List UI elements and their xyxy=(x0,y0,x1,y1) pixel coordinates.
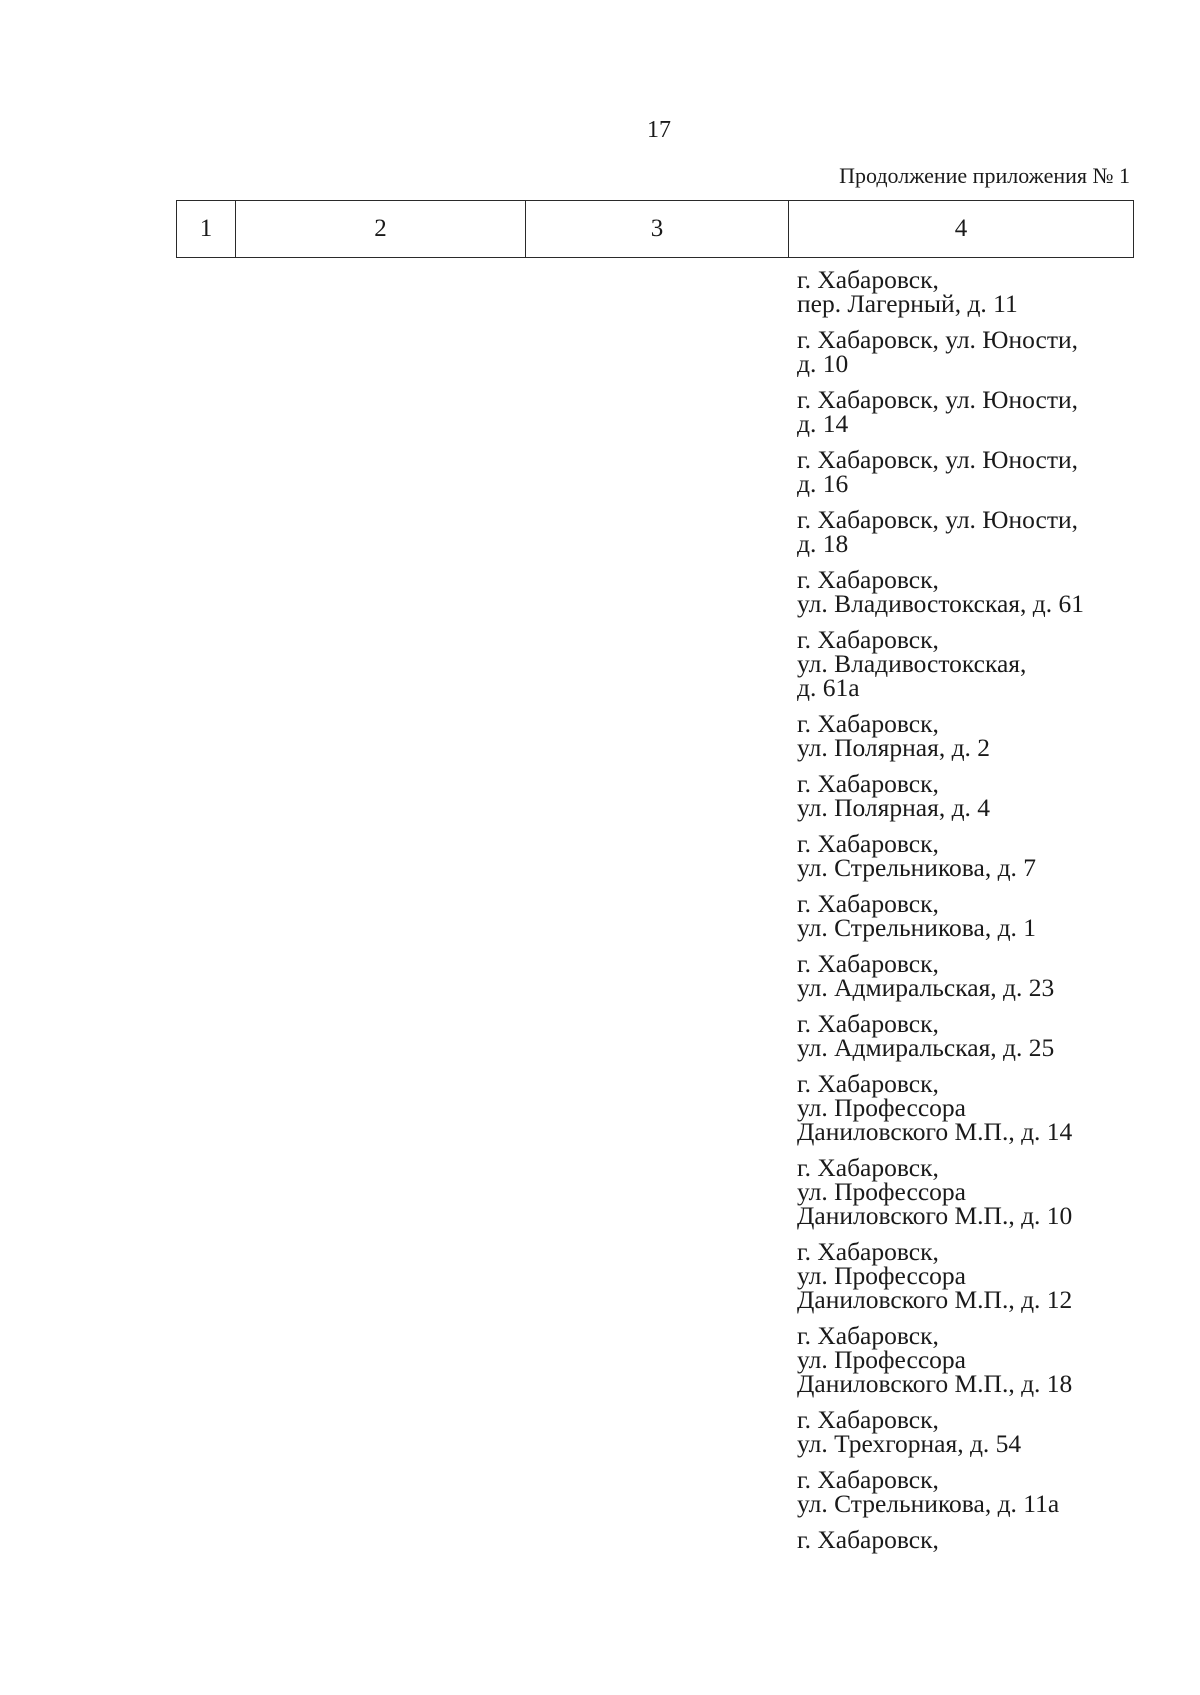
address-item xyxy=(797,565,1142,618)
address-line: д. 16 xyxy=(797,469,849,498)
address-line: д. 10 xyxy=(797,349,849,378)
page-number-text: 17 xyxy=(647,117,671,143)
address-item xyxy=(797,265,1142,318)
address-line: г. Хабаровск, xyxy=(797,565,939,594)
address-item xyxy=(797,1009,1142,1062)
address-line: Даниловского М.П., д. 14 xyxy=(797,1117,1073,1146)
table-header xyxy=(176,200,1134,258)
address-line: г. Хабаровск, xyxy=(797,1321,939,1350)
column-header-3: 3 xyxy=(526,201,789,258)
address-line: г. Хабаровск, ул. Юности, xyxy=(797,325,1079,354)
address-line: ул. Профессора xyxy=(797,1177,966,1206)
address-line: д. 18 xyxy=(797,529,849,558)
address-line: ул. Стрельникова, д. 11а xyxy=(797,1489,1060,1518)
column-header-2: 2 xyxy=(236,201,526,258)
address-line: г. Хабаровск, ул. Юности, xyxy=(797,445,1079,474)
address-line: ул. Адмиральская, д. 25 xyxy=(797,1033,1055,1062)
column-header-4: 4 xyxy=(789,201,1134,258)
address-item xyxy=(797,1405,1142,1458)
address-line: г. Хабаровск, xyxy=(797,625,939,654)
address-item xyxy=(797,1153,1142,1230)
address-line: ул. Адмиральская, д. 23 xyxy=(797,973,1055,1002)
address-list xyxy=(797,265,1142,1564)
address-item xyxy=(797,385,1142,438)
address-line: ул. Профессора xyxy=(797,1261,966,1290)
address-item xyxy=(797,829,1142,882)
address-item xyxy=(797,709,1142,762)
address-line: г. Хабаровск, ул. Юности, xyxy=(797,385,1079,414)
address-item xyxy=(797,1465,1142,1518)
address-item xyxy=(797,505,1142,558)
address-item xyxy=(797,889,1142,942)
address-line: ул. Владивостокская, д. 61 xyxy=(797,589,1084,618)
address-line: ул. Полярная, д. 2 xyxy=(797,733,991,762)
address-line: ул. Профессора xyxy=(797,1345,966,1374)
address-line: г. Хабаровск, xyxy=(797,709,939,738)
address-line: г. Хабаровск, xyxy=(797,1465,939,1494)
address-item xyxy=(797,625,1142,702)
address-item xyxy=(797,1525,1142,1554)
continuation-label: Продолжение приложения № 1 xyxy=(839,163,1130,188)
address-line: г. Хабаровск, xyxy=(797,1009,939,1038)
address-line: ул. Стрельникова, д. 7 xyxy=(797,853,1037,882)
address-line: г. Хабаровск, xyxy=(797,265,939,294)
address-line: г. Хабаровск, xyxy=(797,1153,939,1182)
column-header-1: 1 xyxy=(177,201,236,258)
address-line: ул. Полярная, д. 4 xyxy=(797,793,991,822)
address-line: г. Хабаровск, xyxy=(797,769,939,798)
address-line: д. 61а xyxy=(797,673,860,702)
address-line: ул. Стрельникова, д. 1 xyxy=(797,913,1037,942)
address-item xyxy=(797,1069,1142,1146)
address-item xyxy=(797,1321,1142,1398)
address-line: Даниловского М.П., д. 18 xyxy=(797,1369,1073,1398)
address-line: ул. Трехгорная, д. 54 xyxy=(797,1429,1022,1458)
address-item xyxy=(797,949,1142,1002)
table-header-row xyxy=(177,201,1134,258)
address-item xyxy=(797,769,1142,822)
address-line: г. Хабаровск, xyxy=(797,1069,939,1098)
address-line: г. Хабаровск, xyxy=(797,1237,939,1266)
address-item xyxy=(797,325,1142,378)
address-line: г. Хабаровск, xyxy=(797,1405,939,1434)
address-line: г. Хабаровск, xyxy=(797,889,939,918)
address-line: Даниловского М.П., д. 10 xyxy=(797,1201,1073,1230)
address-line: ул. Профессора xyxy=(797,1093,966,1122)
address-line: г. Хабаровск, ул. Юности, xyxy=(797,505,1079,534)
address-line: г. Хабаровск, xyxy=(797,829,939,858)
address-item xyxy=(797,445,1142,498)
address-item xyxy=(797,1237,1142,1314)
address-line: Даниловского М.П., д. 12 xyxy=(797,1285,1073,1314)
address-line: пер. Лагерный, д. 11 xyxy=(797,289,1018,318)
address-line: ул. Владивостокская, xyxy=(797,649,1027,678)
address-line: г. Хабаровск, xyxy=(797,1525,939,1554)
address-line: г. Хабаровск, xyxy=(797,949,939,978)
address-line: д. 14 xyxy=(797,409,849,438)
